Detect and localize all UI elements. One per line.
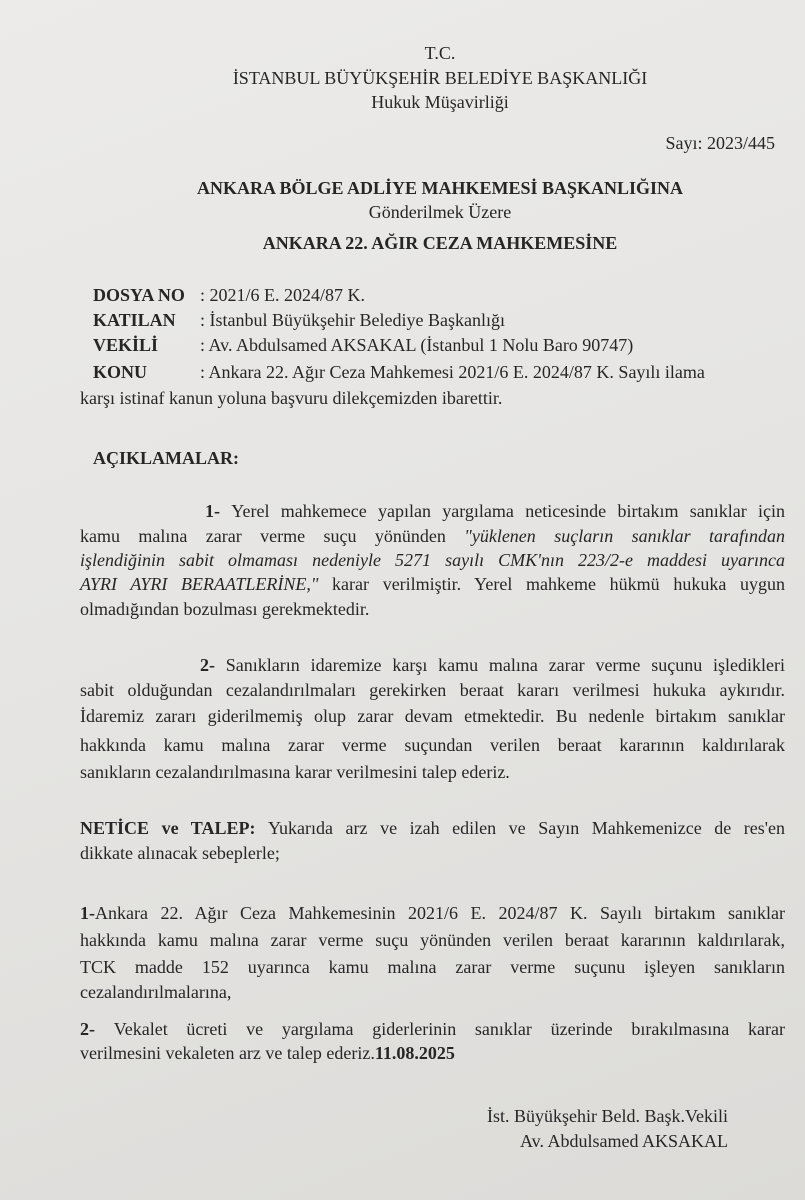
text: İdaremiz zararı giderilmemiş olup zarar devam etmektedir. Bu nedenle birtakım sanıklar (80, 706, 785, 726)
bold-text: 1- (205, 501, 232, 521)
text-line (80, 1042, 455, 1064)
text: Ankara 22. Ağır Ceza Mahkemesinin 2021/6 E. 2024/87 K. Sayılı birtakım sanıklar (95, 903, 785, 923)
bold-text: 2- (200, 655, 226, 675)
text: kamu malına zarar verme suçu yönünden (80, 526, 465, 546)
text: sabit olduğundan cezalandırılmaları gerekirken beraat kararı verilmesi hukuka aykırıdır. (80, 680, 785, 700)
text-line (80, 842, 280, 864)
text-line (80, 956, 785, 978)
text-line (80, 761, 510, 783)
header-tc: T.C. (424, 43, 456, 63)
header-institution: İSTANBUL BÜYÜKŞEHİR BELEDİYE BAŞKANLIĞI (232, 68, 648, 88)
bold-text: NETİCE ve TALEP: (80, 818, 269, 838)
text: olmadığından bozulması gerekmektedir. (80, 599, 370, 619)
field-value-dosya-no: : 2021/6 E. 2024/87 K. (200, 285, 365, 305)
text-line (80, 549, 785, 571)
text-line (80, 902, 785, 924)
konu-continued: karşı istinaf kanun yoluna başvuru dilekçemizden ibarettir. (80, 388, 503, 408)
text: Sanıkların idaremize karşı kamu malına zarar verme suçunu işledikleri (225, 655, 785, 675)
text: cezalandırılmalarına, (80, 982, 232, 1002)
text: hakkında kamu malına zarar verme suçu yönünden verilen beraat kararının kaldırılarak, (80, 930, 785, 950)
text-line (80, 598, 369, 620)
text: Yerel mahkemece yapılan yargılama neticesinde birtakım sanıklar için (231, 501, 785, 521)
quoted-text: işlendiğinin sabit olmaması nedeniyle 5271 sayılı CMK'nın 223/2-e maddesi uyarınca (80, 550, 785, 570)
header-department: Hukuk Müşavirliği (371, 92, 509, 112)
addressee-court-1: ANKARA BÖLGE ADLİYE MAHKEMESİ BAŞKANLIĞINA (196, 178, 684, 198)
bold-text: 11.08.2025 (374, 1043, 455, 1063)
text: karar verilmiştir. Yerel mahkeme hükmü hukuka uygun (318, 574, 785, 594)
field-label-vekili: VEKİLİ (93, 335, 159, 355)
field-label-katilan: KATILAN (93, 310, 176, 330)
text-line (80, 1018, 785, 1040)
text-line (80, 817, 785, 839)
text-line (80, 525, 785, 547)
bold-text: 2- (80, 1019, 114, 1039)
bold-text: 1- (80, 903, 95, 923)
addressee-via: Gönderilmek Üzere (368, 202, 512, 222)
quoted-text: "yüklenen suçların sanıklar tarafından (464, 526, 786, 546)
signature-title: İst. Büyükşehir Beld. Başk.Vekili (487, 1106, 728, 1126)
text-line (200, 654, 785, 676)
addressee-court-2: ANKARA 22. AĞIR CEZA MAHKEMESİNE (262, 233, 618, 253)
text: Vekalet ücreti ve yargılama giderlerinin sanıklar üzerinde bırakılmasına karar (113, 1019, 785, 1039)
signature-name: Av. Abdulsamed AKSAKAL (520, 1131, 728, 1151)
field-value-katilan: : İstanbul Büyükşehir Belediye Başkanlığı (200, 310, 505, 330)
text-line (80, 573, 785, 595)
text: TCK madde 152 uyarınca kamu malına zarar verme suçunu işleyen sanıkların (80, 957, 785, 977)
text: sanıkların cezalandırılmasına karar verilmesini talep ederiz. (80, 762, 510, 782)
document-number: Sayı: 2023/445 (665, 133, 775, 153)
text-line (205, 500, 785, 522)
field-label-konu: KONU (93, 362, 147, 382)
text: dikkate alınacak sebeplerle; (80, 843, 280, 863)
text: Yukarıda arz ve izah edilen ve Sayın Mahkemenizce de res'en (268, 818, 786, 838)
text: hakkında kamu malına zarar verme suçundan verilen beraat kararının kaldırılarak (80, 735, 785, 755)
quoted-text: AYRI AYRI BERAATLERİNE," (80, 574, 319, 594)
text-line (80, 705, 785, 727)
text: verilmesini vekaleten arz ve talep ederiz. (80, 1043, 375, 1063)
text-line (80, 981, 231, 1003)
text-line (80, 929, 785, 951)
field-label-dosya-no: DOSYA NO (93, 285, 185, 305)
field-value-konu: : Ankara 22. Ağır Ceza Mahkemesi 2021/6 E. 2024/87 K. Sayılı ilama (200, 362, 705, 382)
text-line (80, 734, 785, 756)
field-value-vekili: : Av. Abdulsamed AKSAKAL (İstanbul 1 Nolu Baro 90747) (200, 335, 634, 355)
text-line (80, 679, 785, 701)
section-title: AÇIKLAMALAR: (93, 448, 239, 468)
